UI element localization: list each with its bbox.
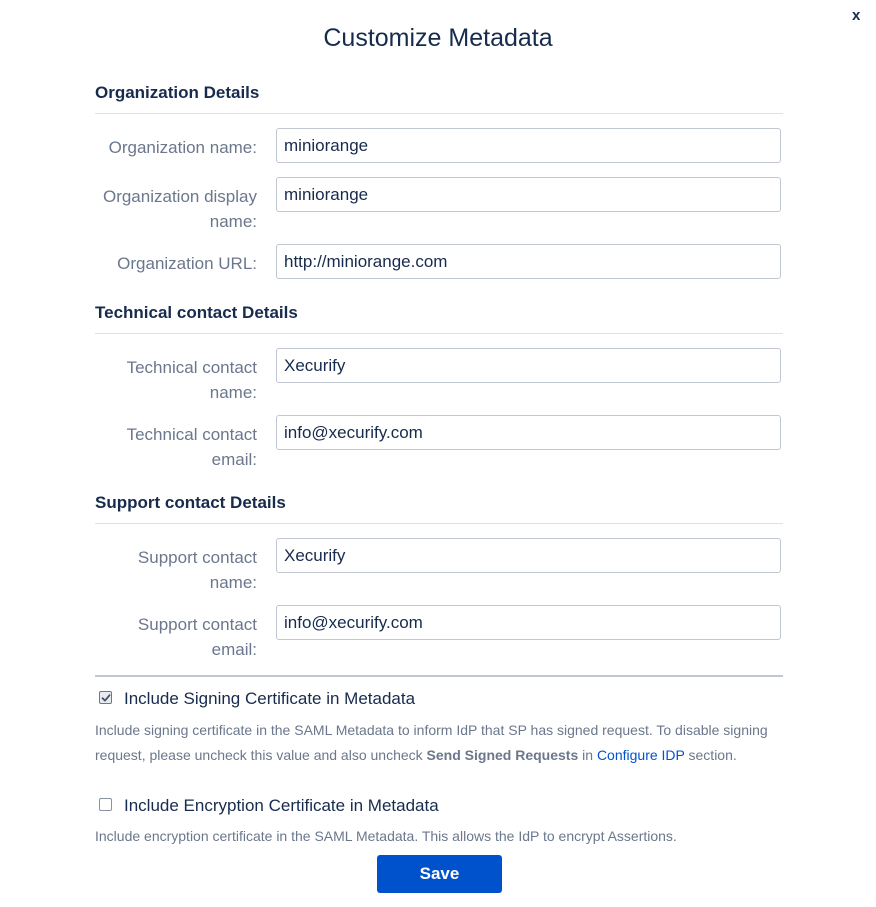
section-heading-support: Support contact Details bbox=[95, 493, 286, 512]
label-line: email: bbox=[211, 640, 257, 659]
support-contact-email-label bbox=[80, 612, 257, 662]
label-line: Technical contact bbox=[126, 358, 257, 377]
section-divider bbox=[95, 113, 783, 114]
organization-name-input[interactable] bbox=[276, 128, 781, 163]
close-button[interactable]: x bbox=[852, 7, 861, 24]
support-contact-name-label bbox=[80, 545, 257, 595]
support-contact-email-input[interactable] bbox=[276, 605, 781, 640]
label-line: Support contact bbox=[137, 548, 257, 567]
technical-contact-name-label bbox=[80, 355, 257, 405]
section-divider bbox=[95, 333, 783, 334]
encryption-certificate-label[interactable]: Include Encryption Certificate in Metadata bbox=[124, 796, 439, 815]
section-heading-organization: Organization Details bbox=[95, 83, 260, 102]
organization-name-label: Organization name: bbox=[108, 138, 257, 157]
label-line: name: bbox=[209, 573, 257, 592]
signing-certificate-checkbox[interactable] bbox=[99, 691, 112, 704]
encryption-certificate-help: Include encryption certificate in the SAML Metadata. This allows the IdP to encrypt Assertions. bbox=[95, 828, 677, 844]
encryption-certificate-checkbox[interactable] bbox=[99, 798, 112, 811]
label-line: Support contact bbox=[137, 615, 257, 634]
section-divider bbox=[95, 523, 783, 524]
technical-contact-name-input[interactable] bbox=[276, 348, 781, 383]
organization-display-name-input[interactable] bbox=[276, 177, 781, 212]
configure-idp-link[interactable]: Configure IDP bbox=[596, 747, 685, 763]
signing-certificate-help bbox=[95, 718, 785, 768]
organization-url-label: Organization URL: bbox=[117, 254, 257, 273]
support-contact-name-input[interactable] bbox=[276, 538, 781, 573]
label-line: Organization display bbox=[102, 187, 257, 206]
help-text: section. bbox=[684, 747, 737, 763]
technical-contact-email-label bbox=[80, 422, 257, 472]
label-line: Technical contact bbox=[126, 425, 257, 444]
options-divider bbox=[95, 675, 783, 677]
section-heading-technical: Technical contact Details bbox=[95, 303, 298, 322]
label-line: name: bbox=[209, 383, 257, 402]
checkmark-icon bbox=[101, 693, 111, 703]
organization-url-input[interactable] bbox=[276, 244, 781, 279]
help-text: Include signing certificate in the SAML Metadata to inform IdP that SP has signed request. To disable signing request, please uncheck this value and also uncheck bbox=[95, 722, 768, 763]
dialog-title: Customize Metadata bbox=[323, 24, 553, 52]
technical-contact-email-input[interactable] bbox=[276, 415, 781, 450]
label-line: email: bbox=[211, 450, 257, 469]
save-button[interactable]: Save bbox=[377, 855, 502, 893]
label-line: name: bbox=[209, 212, 257, 231]
signing-certificate-label[interactable]: Include Signing Certificate in Metadata bbox=[124, 689, 416, 708]
help-text: in bbox=[578, 747, 597, 763]
organization-display-name-label bbox=[80, 184, 257, 234]
send-signed-requests-text: Send Signed Requests bbox=[426, 747, 579, 763]
